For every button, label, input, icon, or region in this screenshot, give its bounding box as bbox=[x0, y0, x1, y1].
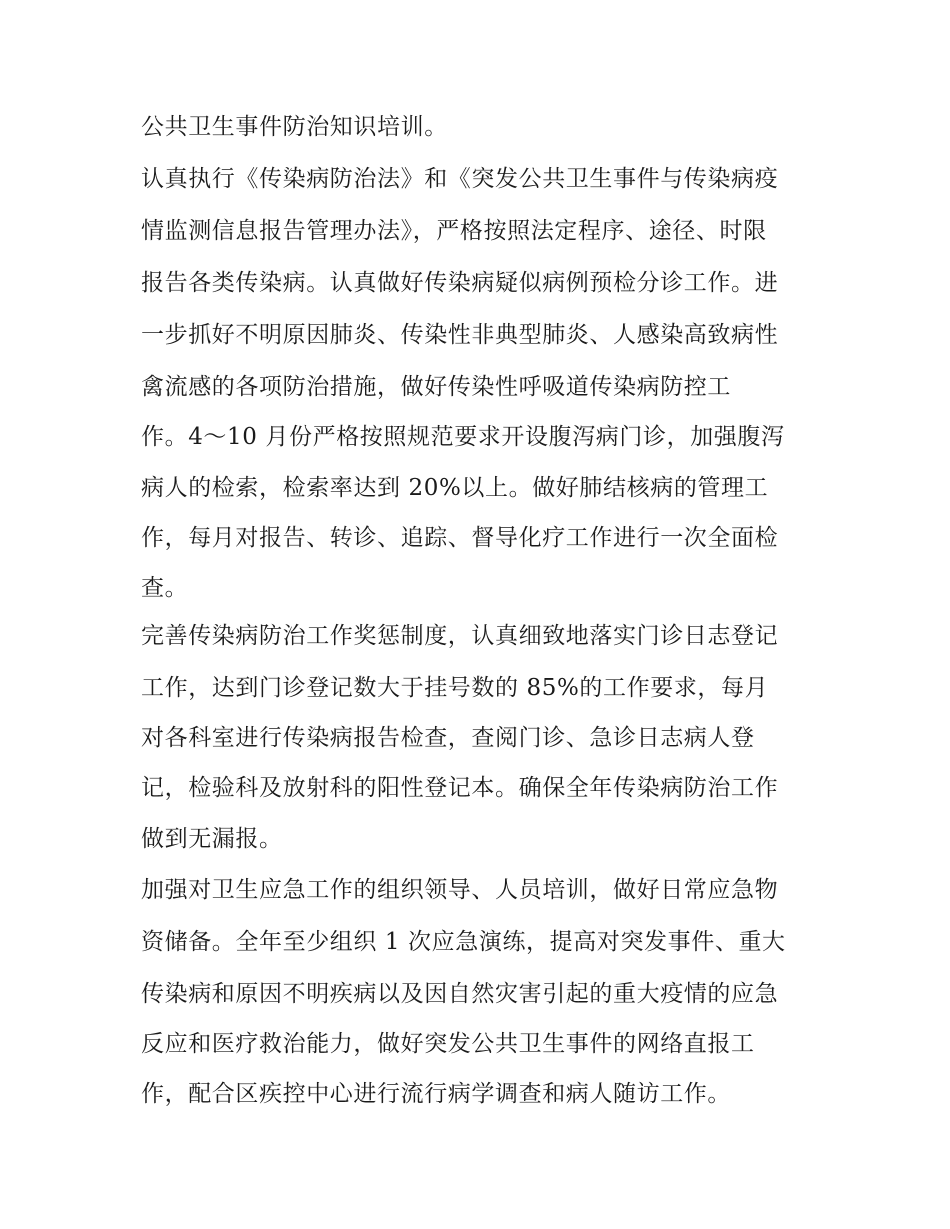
text-line: 做到无漏报。 bbox=[141, 826, 283, 852]
text-line: 病人的检索，检索率达到 20%以上。做好肺结核病的管理工 bbox=[141, 475, 769, 501]
text-line: 作。4～10 月份严格按照规范要求开设腹泻病门诊，加强腹泻 bbox=[141, 424, 785, 450]
text-line: 作，每月对报告、转诊、追踪、督导化疗工作进行一次全面检 bbox=[141, 525, 779, 551]
text-line: 记，检验科及放射科的阳性登记本。确保全年传染病防治工作 bbox=[141, 775, 779, 801]
text-line: 完善传染病防治工作奖惩制度，认真细致地落实门诊日志登记 bbox=[141, 623, 779, 649]
text-line: 加强对卫生应急工作的组织领导、人员培训，做好日常应急物 bbox=[141, 877, 779, 903]
text-line: 传染病和原因不明疾病以及因自然灾害引起的重大疫情的应急 bbox=[141, 981, 779, 1007]
text-line: 作，配合区疾控中心进行流行病学调查和病人随访工作。 bbox=[141, 1081, 731, 1107]
text-line: 报告各类传染病。认真做好传染病疑似病例预检分诊工作。进 bbox=[141, 270, 779, 296]
text-line: 资储备。全年至少组织 1 次应急演练，提高对突发事件、重大 bbox=[141, 929, 786, 955]
text-line: 情监测信息报告管理办法》，严格按照法定程序、途径、时限 bbox=[141, 218, 767, 244]
text-line: 禽流感的各项防治措施，做好传染性呼吸道传染病防控工 bbox=[141, 374, 731, 400]
text-line: 反应和医疗救治能力，做好突发公共卫生事件的网络直报工 bbox=[141, 1031, 755, 1057]
text-line: 对各科室进行传染病报告检查，查阅门诊、急诊日志病人登 bbox=[141, 725, 755, 751]
text-line: 工作，达到门诊登记数大于挂号数的 85%的工作要求，每月 bbox=[141, 675, 769, 701]
text-line: 公共卫生事件防治知识培训。 bbox=[141, 114, 448, 140]
text-line: 查。 bbox=[141, 575, 189, 601]
text-line: 一步抓好不明原因肺炎、传染性非典型肺炎、人感染高致病性 bbox=[141, 322, 779, 348]
text-line: 认真执行《传染病防治法》和《突发公共卫生事件与传染病疫 bbox=[141, 166, 779, 192]
